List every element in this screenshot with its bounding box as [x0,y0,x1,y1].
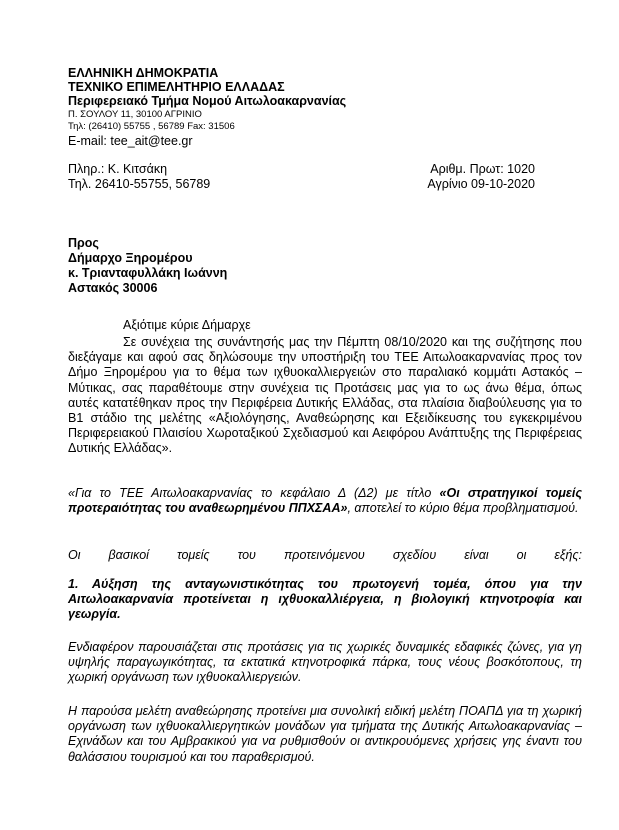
header-country: ΕΛΛΗΝΙΚΗ ΔΗΜΟΚΡΑΤΙΑ [68,66,219,80]
info-person: Πληρ.: Κ. Κιτσάκη [68,162,168,176]
point-1: 1. Αύξηση της ανταγωνιστικότητας του πρωτογενή τομέα, όπου για την Αιτωλοακαρνανία προτείνεται η ιχθυοκαλλιέργεια, η βιολογική κτηνοτροφία και γεωργία. [68,577,582,622]
info-phone: Τηλ. 26410-55755, 56789 [68,177,211,191]
quote-paragraph [68,486,582,516]
recipient-address: Αστακός 30006 [68,281,158,295]
study-paragraph: Η παρούσα μελέτη αναθεώρησης προτείνει μια συνολική ειδική μελέτη ΠΟΑΠΔ για τη χωρική οργάνωση των ιχθυοκαλλιεργητικών μονάδων για τμήματα της Δυτικής Αιτωλοακαρνανίας – Εχινάδων και του Αμβρακικού για να ρυθμισθούν οι αντικρουόμενες χρήσεις γης έναντι του θαλάσσιου τουρισμού και του παραθερισμού. [68,704,582,764]
header-phone-fax: Τηλ: (26410) 55755 , 56789 Fax: 31506 [68,121,235,132]
intro-paragraph: Σε συνέχεια της συνάντησής μας την Πέμπτη 08/10/2020 και της συζήτησης που διεξάγαμε και αφού σας δηλώσουμε την υποστήριξη του ΤΕΕ Αιτωλοακαρνανίας προς τον Δήμο Ξηρομέρου για το θέμα των ιχθυοκαλλιεργειών στο παραλιακό κομμάτι Αστακός – Μύτικας, σας παραθέτουμε στην συνέχεια τις Προτάσεις μας για το ως άνω θέμα, όπως αυτές κατατέθηκαν προς την Περιφέρεια Δυτικής Ελλάδας, στα πλαίσια διαβούλευσης για το Β1 στάδιο της μελέτης «Αξιολόγησης, Αναθεώρησης και Εξειδίκευσης του εγκεκριμένου Περιφερειακού Πλαισίου Χωροταξικού Σχεδιασμού και Αειφόρου Ανάπτυξης της Περιφέρειας Δυτικής Ελλάδας». [68,335,582,456]
header-email: E-mail: tee_ait@tee.gr [68,134,193,148]
quote-end: , αποτελεί το κύριο θέμα προβληματισμού. [347,501,579,516]
sectors-intro: Οι βασικοί τομείς του προτεινόμενου σχεδίου είναι οι εξής: [68,548,582,562]
recipient-title: Δήμαρχο Ξηρομέρου [68,251,193,265]
quote-start: «Για το ΤΕΕ Αιτωλοακαρνανίας το κεφάλαιο Δ (Δ2) με τίτλο [68,486,440,500]
recipient-name: κ. Τριανταφυλλάκη Ιωάννη [68,266,228,280]
header-address: Π. ΣΟΥΛΟΥ 11, 30100 ΑΓΡΙΝΙΟ [68,109,202,120]
salutation: Αξιότιμε κύριε Δήμαρχε [123,318,251,332]
place-date: Αγρίνιο 09-10-2020 [427,177,535,191]
interest-paragraph: Ενδιαφέρον παρουσιάζεται στις προτάσεις για τις χωρικές δυναμικές εδαφικές ζώνες, για γη υψηλής παραγωγικότητας, τα εκτατικά κτηνοτροφικά πάρκα, τους νέους βοσκότοπους, τη χωρική οργάνωση των ιχθυοκαλλιεργειών. [68,640,582,685]
header-department: Περιφερειακό Τμήμα Νομού Αιτωλοακαρνανίας [68,94,347,108]
header-organization: ΤΕΧΝΙΚΟ ΕΠΙΜΕΛΗΤΗΡΙΟ ΕΛΛΑΔΑΣ [68,80,285,94]
quote-title: «Οι στρατηγικοί τομείς προτεραιότητας του αναθεωρημένου ΠΠΧΣΑΑ» [68,486,582,516]
protocol-number: Αριθμ. Πρωτ: 1020 [430,162,535,176]
recipient-to: Προς [68,236,99,250]
